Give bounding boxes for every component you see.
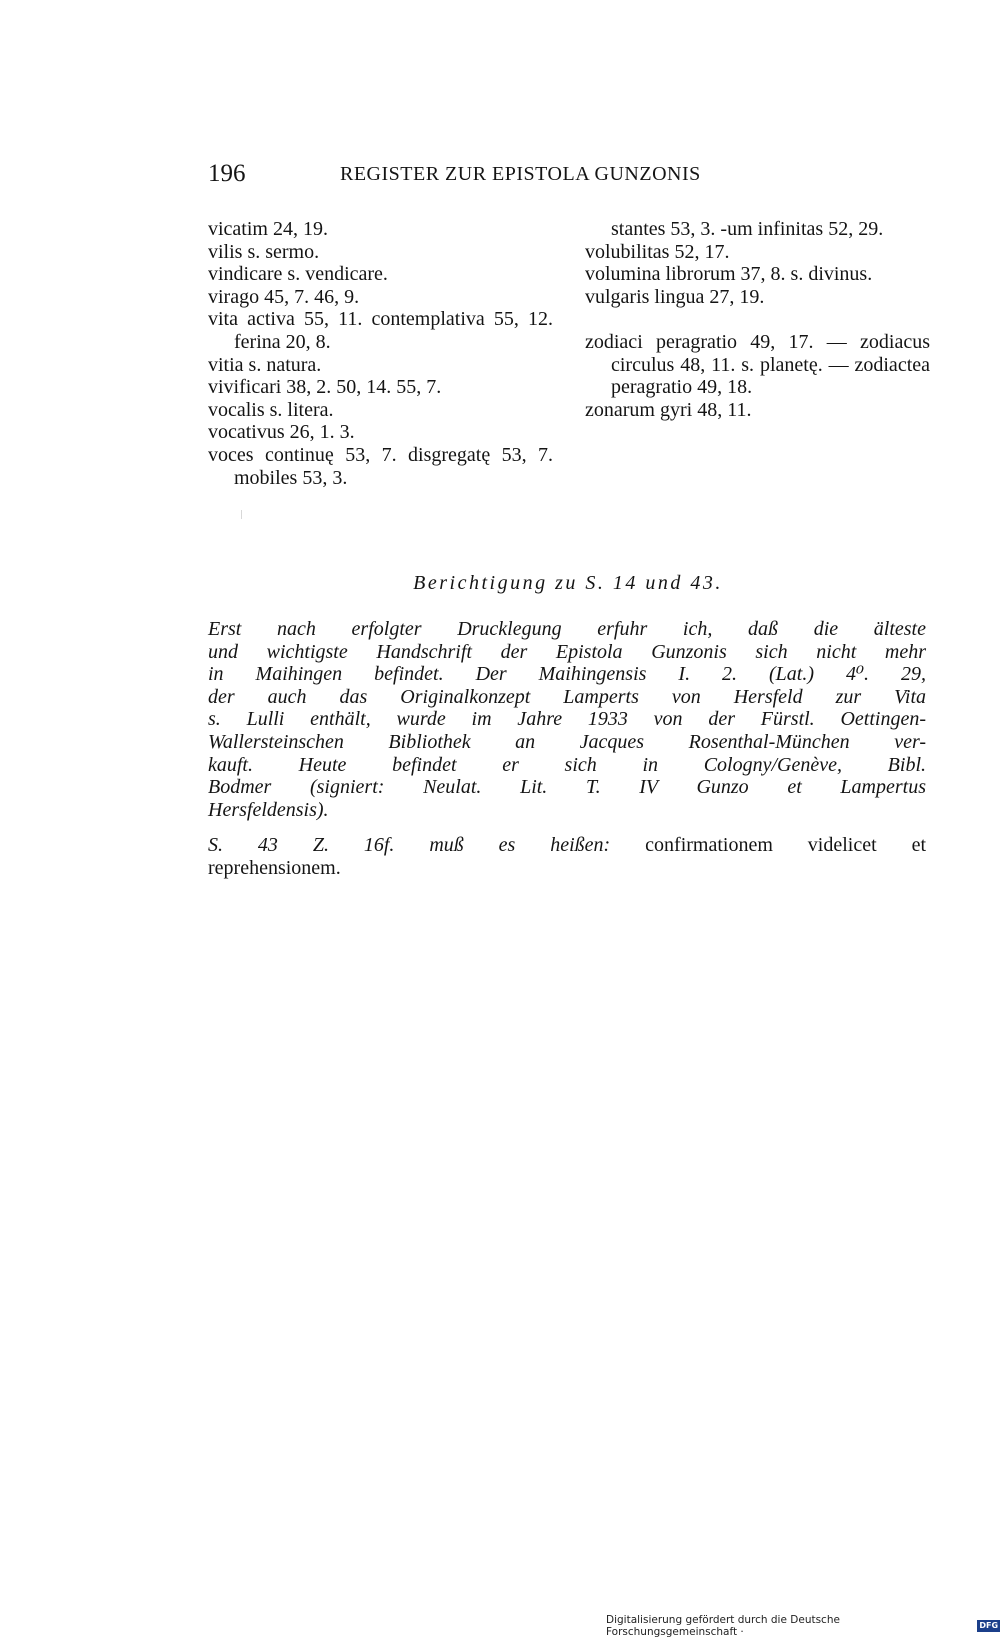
index-column-right bbox=[585, 218, 935, 421]
paragraph-line: der auch das Originalkonzept Lamperts von Hersfeld zur Vita bbox=[208, 685, 926, 708]
index-entry: zonarum gyri 48, 11. bbox=[585, 398, 752, 421]
scan-mark bbox=[241, 510, 242, 519]
paragraph-line: s. Lulli enthält, wurde im Jahre 1933 von der Fürstl. Oettingen- bbox=[208, 708, 926, 731]
paragraph-line: und wichtigste Handschrift der Epistola Gunzonis sich nicht mehr bbox=[208, 640, 926, 663]
note-corrected-text: confirmationem videlicet et bbox=[645, 834, 927, 856]
index-entry: zodiaci peragratio 49, 17. — zodiacus circulus 48, 11. s. planetę. — zodiactea peragratio 49, 18. bbox=[585, 330, 935, 399]
funding-credit: Digitalisierung gefördert durch die Deutsche Forschungsgemeinschaft · bbox=[606, 1614, 840, 1638]
index-entry: vicatim 24, 19. bbox=[208, 218, 328, 240]
running-title: REGISTER ZUR EPISTOLA GUNZONIS bbox=[340, 163, 701, 185]
index-entry: vocalis s. litera. bbox=[208, 398, 334, 421]
index-entry: vindicare s. vendicare. bbox=[208, 263, 388, 286]
index-entry: vilis s. sermo. bbox=[208, 240, 320, 263]
paragraph-line: Erst nach erfolgter Drucklegung erfuhr ich, daß die älteste bbox=[208, 618, 926, 640]
correction-heading: Berichtigung zu S. 14 und 43. bbox=[413, 572, 723, 594]
paragraph-line: Wallersteinschen Bibliothek an Jacques Rosenthal-München ver- bbox=[208, 730, 926, 753]
note-line bbox=[208, 834, 926, 857]
page-number: 196 bbox=[208, 160, 246, 187]
index-entry: virago 45, 7. 46, 9. bbox=[208, 285, 360, 308]
index-column-left bbox=[208, 218, 558, 489]
paragraph-line: kauft. Heute befindet er sich in Cologny/Genève, Bibl. bbox=[208, 753, 926, 776]
page-header bbox=[208, 160, 928, 190]
index-entry: vocativus 26, 1. 3. bbox=[208, 421, 355, 444]
dfg-logo: DFG bbox=[979, 1621, 999, 1630]
index-entry: vita activa 55, 11. contemplativa 55, 12. ferina 20, 8. bbox=[208, 308, 558, 353]
paragraph-line: in Maihingen befindet. Der Maihingensis I. 2. (Lat.) 4⁰. 29, bbox=[208, 663, 926, 686]
paragraph-line: Bodmer (signiert: Neulat. Lit. T. IV Gunzo et Lampertus bbox=[208, 776, 926, 799]
index-entry-continued: stantes 53, 3. -um infinitas 52, 29. bbox=[611, 218, 884, 240]
correction-paragraph bbox=[208, 618, 926, 821]
correction-note bbox=[208, 834, 926, 879]
paragraph-line: Hersfeldensis). bbox=[208, 798, 329, 821]
index-entry: vitia s. natura. bbox=[208, 353, 322, 376]
index-entry: vivificari 38, 2. 50, 14. 55, 7. bbox=[208, 376, 442, 399]
index-entry: volubilitas 52, 17. bbox=[585, 240, 730, 263]
index-entry: vulgaris lingua 27, 19. bbox=[585, 285, 765, 308]
index-entry: voces continuę 53, 7. disgregatę 53, 7. mobiles 53, 3. bbox=[208, 443, 558, 489]
note-reference: S. 43 Z. 16f. muß es heißen: bbox=[208, 834, 611, 856]
letter-group-gap bbox=[585, 308, 930, 331]
note-line: reprehensionem. bbox=[208, 856, 341, 879]
digitization-footer bbox=[606, 1614, 1000, 1638]
index-entry: volumina librorum 37, 8. s. divinus. bbox=[585, 263, 873, 286]
